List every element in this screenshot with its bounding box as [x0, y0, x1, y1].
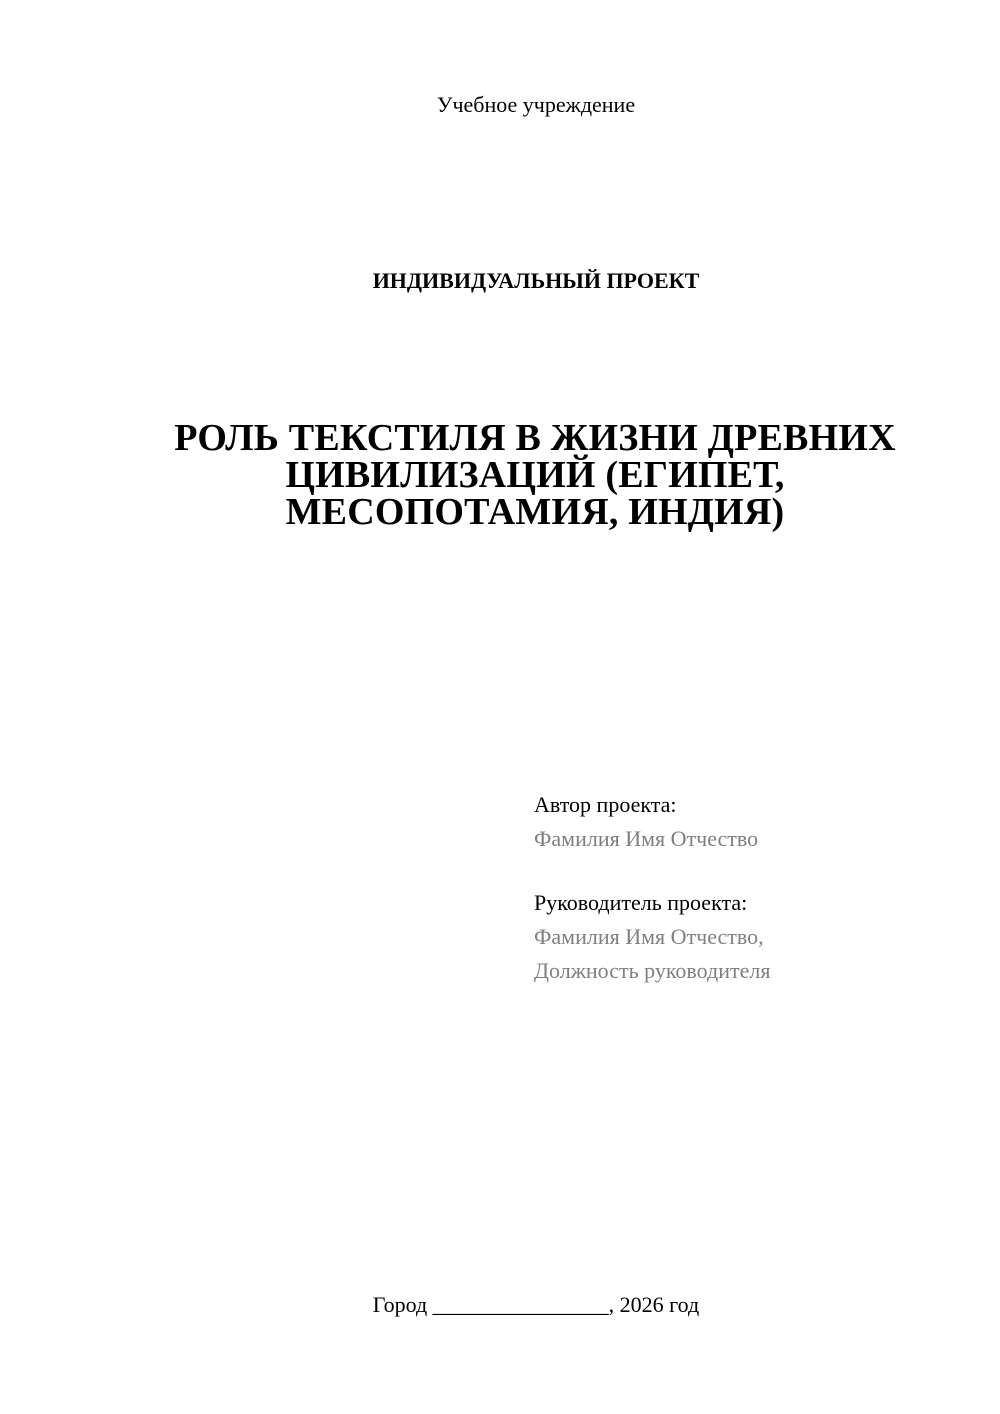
author-label: Автор проекта: — [534, 792, 677, 817]
project-title-line-1: РОЛЬ ТЕКСТИЛЯ В ЖИЗНИ ДРЕВНИХ — [174, 417, 896, 459]
info-spacer — [534, 856, 974, 886]
project-type-heading: ИНДИВИДУАЛЬНЫЙ ПРОЕКТ — [372, 268, 700, 293]
institution-name: Учебное учреждение — [436, 92, 636, 117]
supervisor-label: Руководитель проекта: — [534, 890, 748, 915]
project-title-line-3: МЕСОПОТАМИЯ, ИНДИЯ) — [285, 491, 785, 533]
supervisor-position: Должность руководителя — [534, 958, 771, 983]
supervisor-name: Фамилия Имя Отчество, — [534, 924, 764, 949]
project-title — [170, 417, 900, 533]
city-year-footer: Город ________________, 2026 год — [372, 1292, 700, 1317]
project-title-line-2: ЦИВИЛИЗАЦИЙ (ЕГИПЕТ, — [285, 454, 785, 496]
project-info-block — [534, 788, 974, 988]
author-name: Фамилия Имя Отчество — [534, 826, 759, 851]
